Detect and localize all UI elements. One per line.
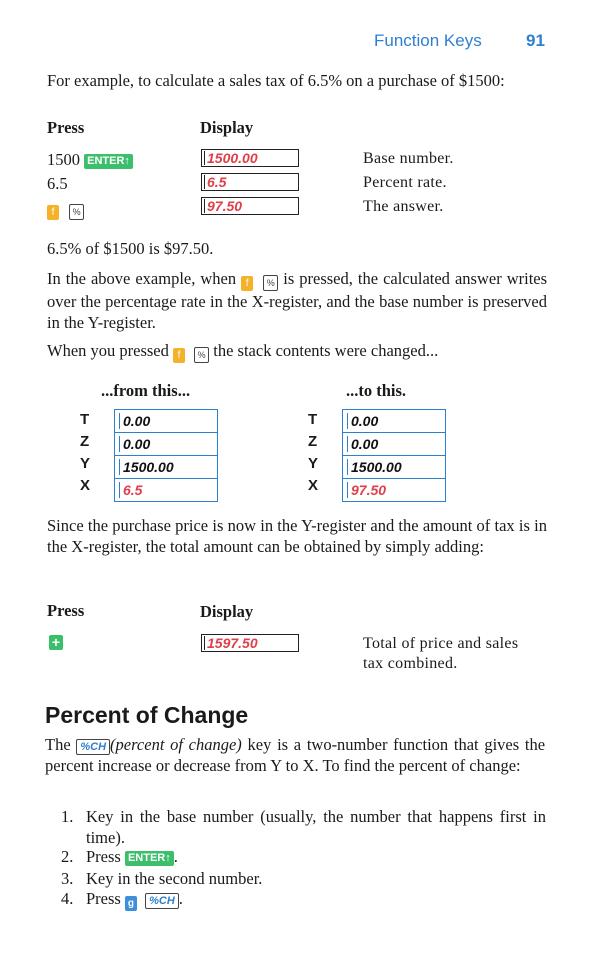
result-sentence: 6.5% of $1500 is $97.50. [47, 239, 214, 258]
step-period: . [173, 847, 178, 866]
register-label-t: T [80, 411, 90, 428]
register-label-y: Y [308, 455, 319, 472]
display-readout-1: 1500.00 [201, 149, 299, 167]
press-row-plus [49, 634, 63, 652]
step-period: . [178, 889, 183, 908]
display-readout-3: 97.50 [201, 197, 299, 215]
page-number: 91 [526, 31, 545, 50]
plus-key-icon: + [49, 635, 63, 650]
section-intro [45, 734, 545, 776]
enter-key-icon: ENTER↑ [125, 851, 174, 866]
total-description-line-1: Total of price and sales [363, 635, 519, 652]
stack-before-heading: ...from this... [101, 381, 191, 400]
step-number: 3. [61, 869, 74, 888]
press-value: 1500 [47, 150, 80, 169]
stack-after-labels [308, 409, 318, 497]
stack-before-box [114, 409, 218, 502]
row-3-description: The answer. [363, 198, 444, 215]
step-press-text: Press [86, 889, 121, 908]
percent-key-icon: % [263, 275, 278, 291]
stack-sentence [47, 340, 547, 363]
explanation-text-end: is pressed, the calculated answer writes over the percentage rate in the X-register, and the base number is preserved in the Y-register. [47, 269, 548, 332]
press-row-1 [47, 150, 133, 170]
total-description-line-2: tax combined. [363, 655, 458, 672]
press-row-2: 6.5 [47, 174, 68, 193]
register-t-value: 0.00 [343, 410, 445, 433]
register-x-value: 6.5 [115, 479, 217, 501]
stack-before-labels [80, 409, 90, 497]
adding-paragraph: Since the purchase price is now in the Y-register and the amount of tax is in the X-register, the total amount can be obtained by simply adding: [47, 516, 547, 556]
section-intro-the: The [45, 735, 71, 754]
step-text [86, 888, 546, 911]
explanation-text-start: In the above example, when [47, 269, 237, 288]
row-1-description: Base number. [363, 150, 454, 167]
percent-change-key-icon: %CH [76, 739, 110, 755]
f-key-icon: f [241, 276, 253, 291]
section-intro-rest: key is a two-number function that gives the percent increase or decrease from Y to X. To find the percent of change: [45, 735, 546, 775]
percent-key-icon: % [194, 347, 209, 363]
step-number: 2. [61, 847, 74, 866]
stack-sentence-start: When you pressed [47, 341, 169, 360]
percent-key-icon: % [69, 204, 84, 220]
explanation-paragraph [47, 268, 547, 333]
f-key-icon: f [173, 348, 185, 363]
press-column-header: Press [47, 118, 85, 137]
stack-sentence-end: the stack contents were changed... [213, 341, 439, 360]
running-header-title: Function Keys [374, 31, 482, 50]
section-intro-italic: (percent of change) [110, 735, 242, 754]
enter-key-icon: ENTER↑ [84, 154, 133, 169]
register-label-t: T [308, 411, 318, 428]
step-text [86, 846, 546, 867]
register-label-x: X [308, 477, 319, 494]
register-label-z: Z [308, 433, 318, 450]
register-y-value: 1500.00 [115, 456, 217, 479]
stack-after-heading: ...to this. [346, 381, 407, 400]
register-label-y: Y [80, 455, 91, 472]
register-x-value: 97.50 [343, 479, 445, 501]
register-t-value: 0.00 [115, 410, 217, 433]
section-title: Percent of Change [45, 702, 249, 728]
step-press-text: Press [86, 847, 121, 866]
display-column-header: Display [200, 118, 254, 137]
stack-after-box [342, 409, 446, 502]
display-readout-2: 6.5 [201, 173, 299, 191]
percent-change-key-icon: %CH [145, 893, 179, 909]
row-2-description: Percent rate. [363, 174, 447, 191]
register-z-value: 0.00 [343, 433, 445, 456]
intro-paragraph: For example, to calculate a sales tax of 6.5% on a purchase of $1500: [47, 71, 505, 90]
step-text: Key in the base number (usually, the number that happens first in time). [86, 807, 546, 847]
register-z-value: 0.00 [115, 433, 217, 456]
step-number: 4. [61, 889, 74, 908]
register-y-value: 1500.00 [343, 456, 445, 479]
display-readout-total: 1597.50 [201, 634, 299, 652]
press-column-header: Press [47, 601, 85, 620]
step-number: 1. [61, 807, 74, 826]
display-column-header: Display [200, 602, 254, 621]
f-key-icon: f [47, 205, 59, 220]
press-row-3 [47, 198, 84, 220]
register-label-z: Z [80, 433, 90, 450]
g-key-icon: g [125, 896, 137, 911]
register-label-x: X [80, 477, 91, 494]
step-text: Key in the second number. [86, 869, 263, 888]
